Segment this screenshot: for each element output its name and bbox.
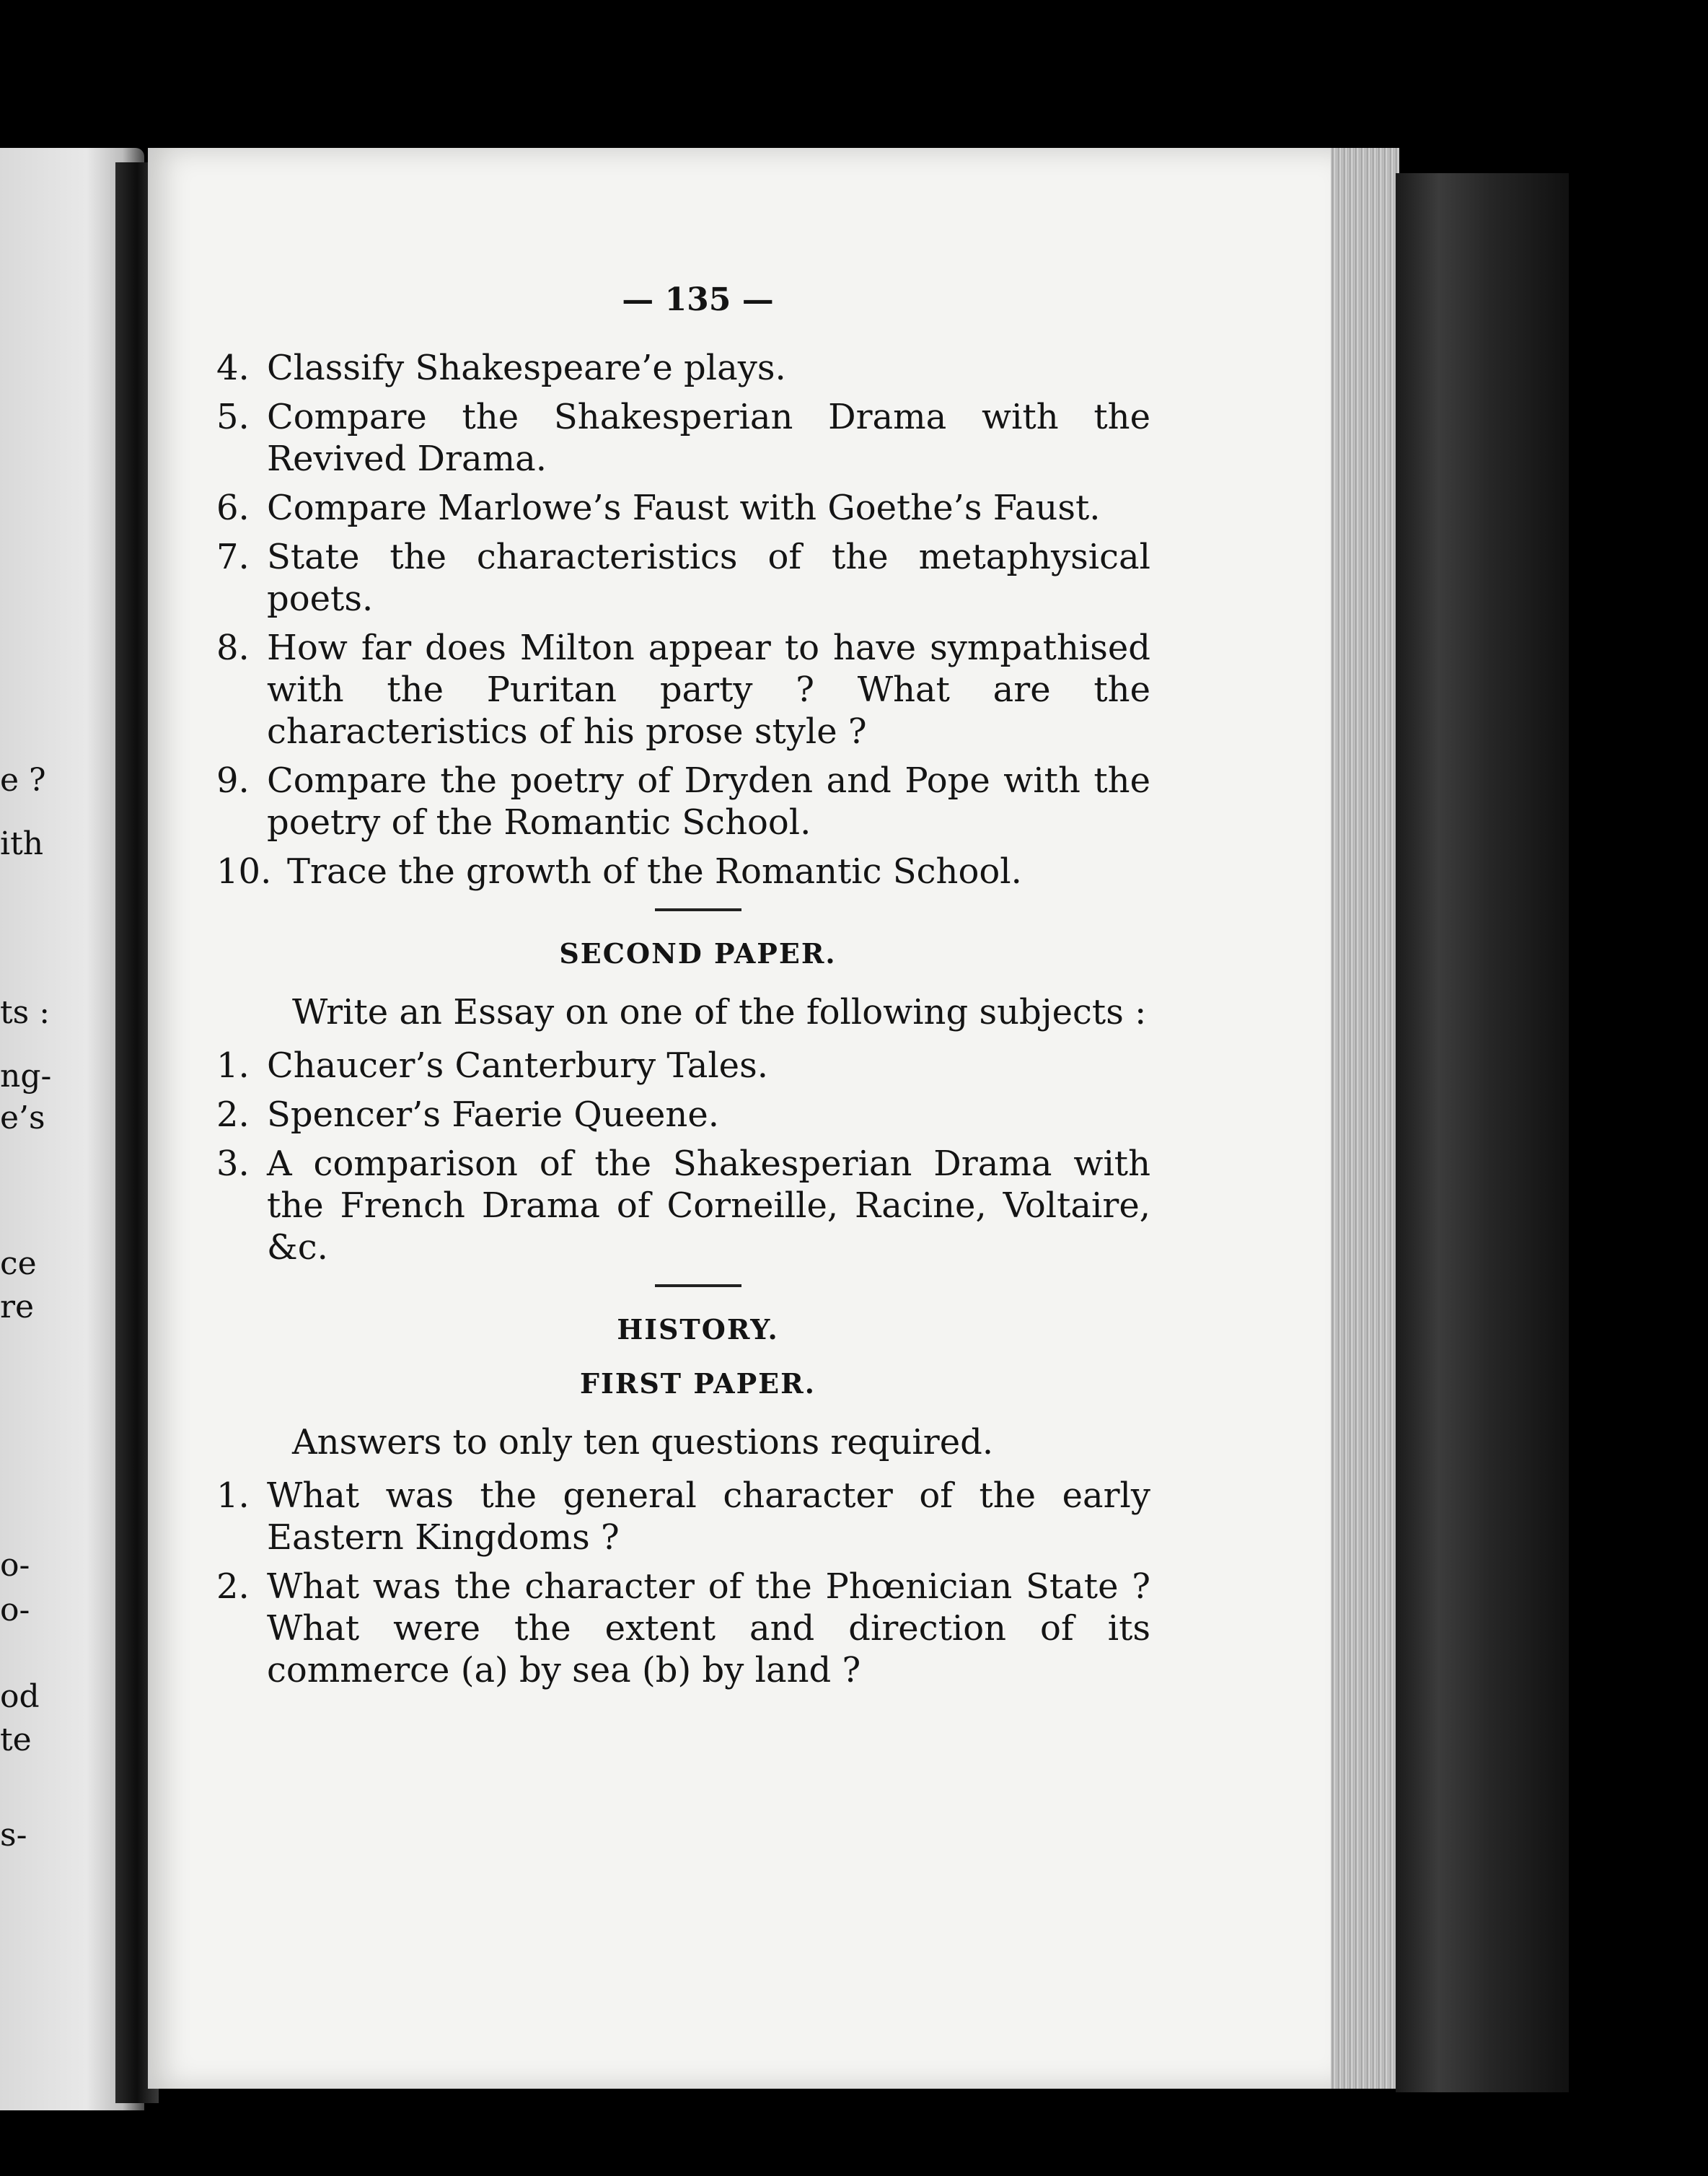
- left-fragment: ng-: [0, 1058, 52, 1094]
- question-item: [216, 1094, 1150, 1136]
- section-instructions: Write an Essay on one of the following subjects :: [292, 992, 1147, 1032]
- left-fragment: s-: [0, 1817, 27, 1853]
- question-number: 10.: [216, 851, 272, 892]
- page-content: [216, 281, 1150, 1698]
- question-number: 7.: [216, 537, 250, 577]
- section-divider: [655, 908, 741, 911]
- question-item: [216, 1045, 1150, 1087]
- left-fragment: o-: [0, 1592, 30, 1628]
- left-fragment: ce: [0, 1245, 37, 1282]
- left-fragment: ts :: [0, 994, 50, 1031]
- question-item: [216, 536, 1150, 620]
- left-fragment: e’s: [0, 1100, 45, 1136]
- question-number: 3.: [216, 1144, 250, 1184]
- question-number: 5.: [216, 397, 250, 437]
- question-text: Trace the growth of the Romantic School.: [287, 851, 1022, 892]
- question-number: 2.: [216, 1094, 250, 1135]
- question-text: Compare the Shakesperian Drama with the Revived Drama.: [267, 397, 1150, 479]
- section-heading: SECOND PAPER.: [559, 937, 837, 970]
- question-text: Classify Shakespeare’e plays.: [267, 348, 786, 388]
- section-divider: [655, 1284, 741, 1287]
- left-fragment: ith: [0, 825, 44, 862]
- left-fragment: od: [0, 1678, 40, 1715]
- question-text: Chaucer’s Canterbury Tales.: [267, 1045, 768, 1086]
- section-instructions: Answers to only ten questions required.: [292, 1422, 994, 1462]
- question-text: A comparison of the Shakesperian Drama with the French Drama of Corneille, Racine, Voltaire, &c.: [267, 1144, 1150, 1268]
- question-text: What was the character of the Phœnician State ? What were the extent and direction of its commerce (a) by sea (b) by land ?: [267, 1566, 1150, 1690]
- question-text: Compare Marlowe’s Faust with Goethe’s Faust.: [267, 488, 1101, 528]
- question-item: [216, 1475, 1150, 1558]
- question-item: [216, 396, 1150, 480]
- question-number: 6.: [216, 488, 250, 528]
- question-number: 1.: [216, 1045, 250, 1086]
- question-number: 4.: [216, 348, 250, 388]
- page-edges: [1331, 148, 1399, 2089]
- question-item: [216, 1143, 1150, 1268]
- question-item: [216, 851, 1150, 892]
- page-number: — 135 —: [622, 281, 774, 318]
- question-text: How far does Milton appear to have sympathised with the Puritan party ? What are the characteristics of his prose style ?: [267, 628, 1150, 752]
- section-subheading: FIRST PAPER.: [580, 1367, 816, 1400]
- question-item: [216, 627, 1150, 753]
- left-fragment: re: [0, 1289, 35, 1325]
- question-number: 9.: [216, 760, 250, 801]
- question-number: 1.: [216, 1475, 250, 1516]
- question-number: 2.: [216, 1566, 250, 1607]
- question-item: [216, 760, 1150, 843]
- question-item: [216, 347, 1150, 389]
- left-fragment: e ?: [0, 762, 46, 799]
- question-item: [216, 487, 1150, 529]
- section-heading: HISTORY.: [617, 1313, 779, 1346]
- question-item: [216, 1566, 1150, 1691]
- question-text: Compare the poetry of Dryden and Pope with the poetry of the Romantic School.: [267, 760, 1150, 843]
- question-number: 8.: [216, 628, 250, 668]
- left-fragment: te: [0, 1721, 32, 1758]
- question-text: Spencer’s Faerie Queene.: [267, 1094, 719, 1135]
- question-text: State the characteristics of the metaphysical poets.: [267, 537, 1150, 619]
- left-fragment: o-: [0, 1547, 30, 1584]
- book-spine: [1396, 173, 1569, 2092]
- question-text: What was the general character of the early Eastern Kingdoms ?: [267, 1475, 1150, 1558]
